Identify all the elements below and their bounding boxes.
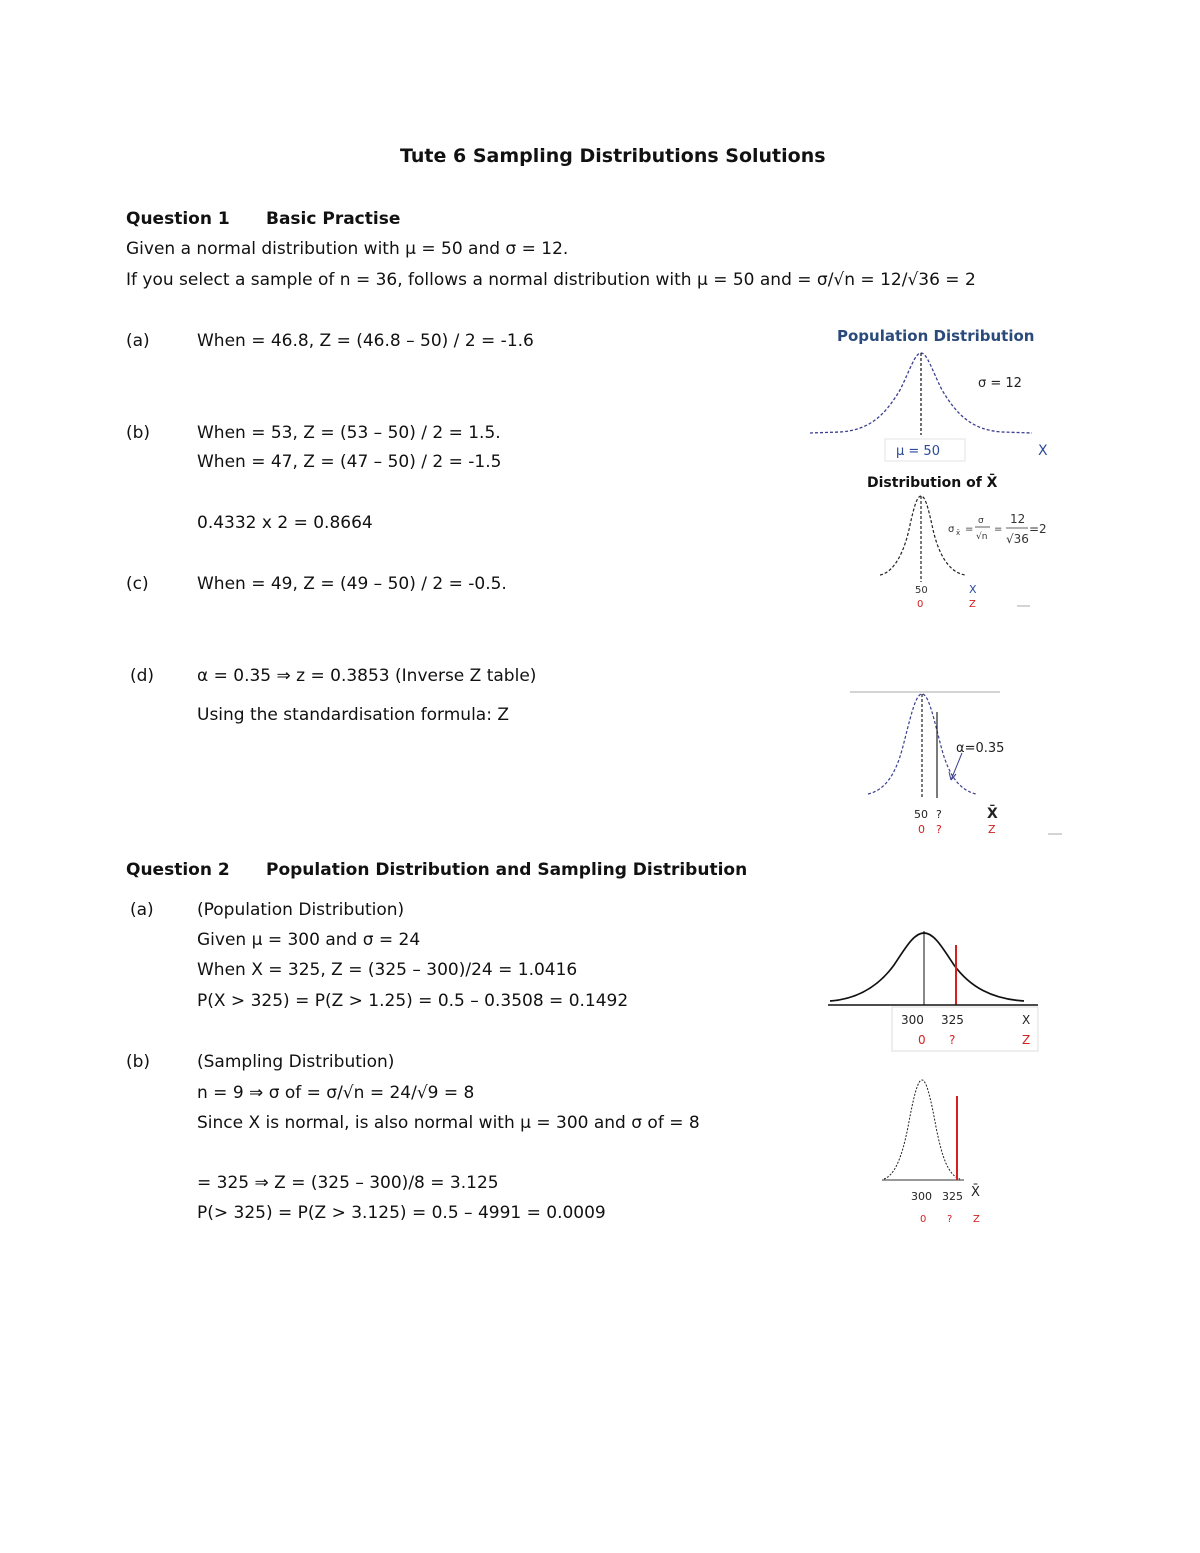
- q1-given: Given a normal distribution with μ = 50 and σ = 12.: [126, 239, 569, 259]
- page-title: Tute 6 Sampling Distributions Solutions: [400, 145, 826, 167]
- alpha-pointer-line: [951, 753, 962, 780]
- tick-0: 0: [918, 823, 925, 836]
- q2-b-line3: Since X is normal, is also normal with μ = 300 and σ of = 8: [197, 1113, 700, 1133]
- population-and-sampling-figure: [800, 320, 1070, 620]
- q2-a-label: (a): [130, 900, 154, 920]
- tick-50: 50: [915, 585, 928, 596]
- q1-d-label: (d): [130, 666, 155, 686]
- sampling-figure-q2: [880, 1072, 1000, 1232]
- population-curve-q2: [830, 933, 1024, 1001]
- alpha-label: α=0.35: [956, 741, 1005, 756]
- q1-heading: Question 1: [126, 209, 230, 229]
- q2-b-line1: (Sampling Distribution): [197, 1052, 395, 1072]
- population-figure-q2: [826, 925, 1046, 1055]
- q1-subheading: Basic Practise: [266, 209, 401, 229]
- alpha-figure: [850, 660, 1065, 840]
- tick-0: 0: [920, 1214, 927, 1225]
- mu-label: μ = 50: [896, 444, 940, 459]
- se-subscript: x̄: [956, 529, 961, 537]
- se-sigma: σ: [948, 524, 955, 535]
- axis-z-label: Z: [969, 599, 976, 610]
- q2-b-line2: n = 9 ⇒ σ of = σ/√n = 24/√9 = 8: [197, 1083, 475, 1103]
- axis-xbar-label: X̄: [971, 1185, 980, 1200]
- q2-a-line1: (Population Distribution): [197, 900, 405, 920]
- q2-heading: Question 2: [126, 860, 230, 880]
- axis-z-label: Z: [1022, 1033, 1031, 1047]
- q1-a-label: (a): [126, 331, 150, 351]
- q2-b-line4: = 325 ⇒ Z = (325 – 300)/8 = 3.125: [197, 1173, 499, 1193]
- q2-a-line3: When X = 325, Z = (325 – 300)/24 = 1.0416: [197, 960, 578, 980]
- q1-a-text: When = 46.8, Z = (46.8 – 50) / 2 = -1.6: [197, 331, 534, 351]
- se-equals-1: =: [965, 524, 974, 535]
- tick-question-z: ?: [936, 823, 942, 836]
- tick-325: 325: [941, 1013, 964, 1027]
- q1-c-label: (c): [126, 574, 149, 594]
- se-equals-2: =: [994, 524, 1003, 535]
- population-distribution-title: Population Distribution: [837, 327, 1035, 345]
- axis-xbar-label: X̄: [987, 806, 998, 822]
- se-denominator-1: √n: [976, 532, 988, 542]
- se-result: =2: [1029, 522, 1047, 536]
- q1-b-label: (b): [126, 423, 151, 443]
- q1-d-line1: α = 0.35 ⇒ z = 0.3853 (Inverse Z table): [197, 666, 537, 686]
- axis-z-label: Z: [988, 823, 996, 836]
- tick-question: ?: [947, 1214, 953, 1225]
- q1-b-line1: When = 53, Z = (53 – 50) / 2 = 1.5.: [197, 423, 501, 443]
- tick-0: 0: [917, 599, 924, 610]
- q2-subheading: Population Distribution and Sampling Distribution: [266, 860, 748, 880]
- tick-0: 0: [918, 1033, 926, 1047]
- q2-a-line4: P(X > 325) = P(Z > 1.25) = 0.5 – 0.3508 = 0.1492: [197, 991, 629, 1011]
- tick-300: 300: [911, 1190, 932, 1203]
- q1-b-line2: When = 47, Z = (47 – 50) / 2 = -1.5: [197, 452, 502, 472]
- axis-z-label: Z: [973, 1214, 980, 1225]
- q1-b-line3: 0.4332 x 2 = 0.8664: [197, 513, 373, 533]
- population-x-label: X: [1038, 443, 1048, 459]
- q2-a-line2: Given μ = 300 and σ = 24: [197, 930, 421, 950]
- axis-x-label: X: [1022, 1013, 1031, 1027]
- tick-question: ?: [936, 808, 942, 821]
- sampling-curve: [880, 496, 965, 575]
- tick-50: 50: [914, 808, 928, 821]
- q1-d-line2: Using the standardisation formula: Z: [197, 705, 509, 725]
- se-denominator-2: √36: [1006, 532, 1029, 546]
- sampling-curve-q2: [884, 1080, 960, 1179]
- distribution-of-xbar-title: Distribution of X̄: [867, 475, 998, 491]
- sigma-label: σ = 12: [978, 376, 1022, 391]
- axis-x-label: X: [969, 583, 977, 596]
- tick-300: 300: [901, 1013, 924, 1027]
- q1-c-text: When = 49, Z = (49 – 50) / 2 = -0.5.: [197, 574, 507, 594]
- tick-question: ?: [949, 1033, 956, 1047]
- q2-b-line5: P(> 325) = P(Z > 3.125) = 0.5 – 4991 = 0.0009: [197, 1203, 606, 1223]
- tick-325: 325: [942, 1190, 963, 1203]
- se-numerator-2: 12: [1010, 512, 1026, 526]
- q2-b-label: (b): [126, 1052, 151, 1072]
- se-numerator-1: σ: [978, 516, 984, 526]
- q1-sample: If you select a sample of n = 36, follows a normal distribution with μ = 50 and = σ/√n = 12/√36 = 2: [126, 270, 976, 290]
